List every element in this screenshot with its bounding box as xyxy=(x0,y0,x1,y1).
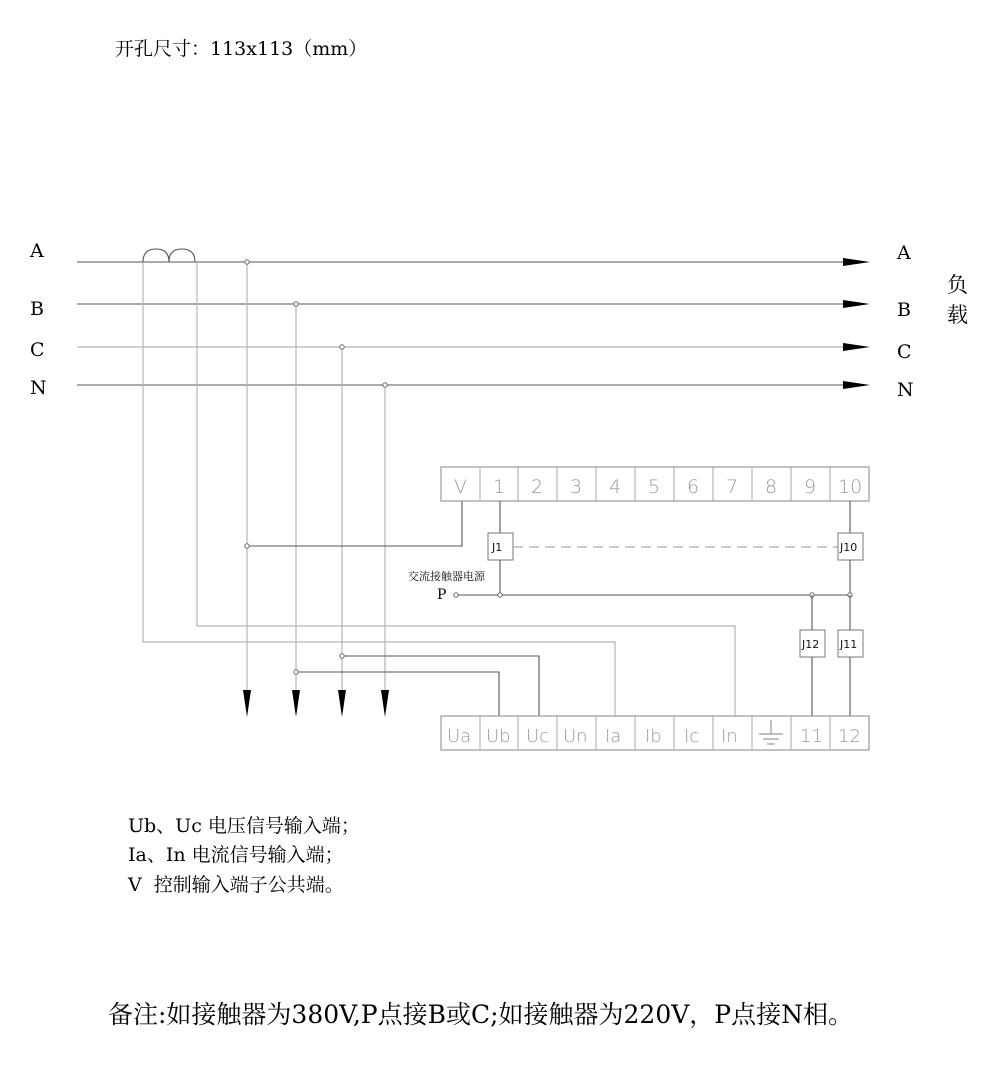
relay-j10-label: J10 xyxy=(840,541,858,554)
p-point-label: P xyxy=(437,587,447,603)
phase-label-right-a: A xyxy=(897,242,911,264)
relay-j1-label: J1 xyxy=(492,541,503,554)
junction-dot xyxy=(340,654,344,658)
junction-dot xyxy=(383,383,387,387)
terminal-top-v: V xyxy=(454,476,467,498)
terminal-bottom-ub: Ub xyxy=(486,726,511,747)
ground-icon xyxy=(759,720,783,744)
terminal-bottom-uc: Uc xyxy=(526,726,550,747)
phase-label-right-c: C xyxy=(897,341,912,363)
arrow-down-a xyxy=(243,690,251,717)
legend-line-voltage: Ub、Uc 电压信号输入端； xyxy=(128,815,360,837)
terminal-top-10: 10 xyxy=(838,476,863,498)
terminal-top-5: 5 xyxy=(648,476,661,498)
arrow-down-c xyxy=(338,690,346,717)
relay-j12-label: J12 xyxy=(802,638,820,651)
relay-j11-label: J11 xyxy=(840,638,858,651)
legend-line-common: V 控制输入端子公共端。 xyxy=(128,874,344,896)
terminal-top-8: 8 xyxy=(765,476,778,498)
junction-dot xyxy=(340,345,344,349)
phase-label-right-n: N xyxy=(897,379,914,401)
phase-label-right-b: B xyxy=(897,299,911,321)
ub-wire xyxy=(296,672,499,716)
junction-dot xyxy=(245,544,249,548)
current-transformer-icon xyxy=(143,249,195,262)
junction-dot xyxy=(498,593,502,597)
arrow-right-a xyxy=(843,258,870,266)
terminal-top-6: 6 xyxy=(687,476,700,498)
terminal-top-4: 4 xyxy=(609,476,622,498)
terminal-bottom-ia: Ia xyxy=(605,726,622,747)
arrow-right-b xyxy=(843,300,870,308)
arrow-right-c xyxy=(843,343,870,351)
terminal-bottom-12: 12 xyxy=(838,726,861,747)
ct-wire-outer xyxy=(143,262,615,716)
uc-wire xyxy=(342,656,539,716)
terminal-top-9: 9 xyxy=(804,476,817,498)
terminal-bottom-11: 11 xyxy=(800,726,823,747)
phase-label-left-a: A xyxy=(30,240,44,262)
footer-note: 备注:如接触器为380V,P点接B或C;如接触器为220V，P点接N相。 xyxy=(108,1000,853,1029)
terminal-bottom-in: In xyxy=(721,726,738,747)
terminal-bottom-ib: Ib xyxy=(645,726,662,747)
terminal-top-3: 3 xyxy=(570,476,583,498)
load-label-char-2: 载 xyxy=(947,303,968,327)
terminal-top-2: 2 xyxy=(531,476,544,498)
phase-label-left-b: B xyxy=(30,298,44,320)
terminal-bottom-ua: Ua xyxy=(447,726,472,747)
v-terminal-wire xyxy=(247,501,462,546)
p-point-dot xyxy=(454,593,458,597)
junction-dot xyxy=(294,302,298,306)
junction-dot xyxy=(294,670,298,674)
phase-label-left-n: N xyxy=(30,377,47,399)
junction-dot xyxy=(245,260,249,264)
contactor-power-label: 交流接触器电源 xyxy=(408,570,485,583)
terminal-top-7: 7 xyxy=(726,476,739,498)
cutout-size-label: 开孔尺寸：113x113（mm） xyxy=(115,38,368,60)
terminal-bottom-ic: Ic xyxy=(684,726,700,747)
legend-line-current: Ia、In 电流信号输入端； xyxy=(128,844,344,866)
terminal-bottom-un: Un xyxy=(563,726,588,747)
terminal-top-1: 1 xyxy=(493,476,506,498)
arrow-right-n xyxy=(843,381,870,389)
load-label-char-1: 负 xyxy=(947,273,968,297)
phase-label-left-c: C xyxy=(30,339,45,361)
arrow-down-n xyxy=(381,690,389,717)
arrow-down-b xyxy=(292,690,300,717)
